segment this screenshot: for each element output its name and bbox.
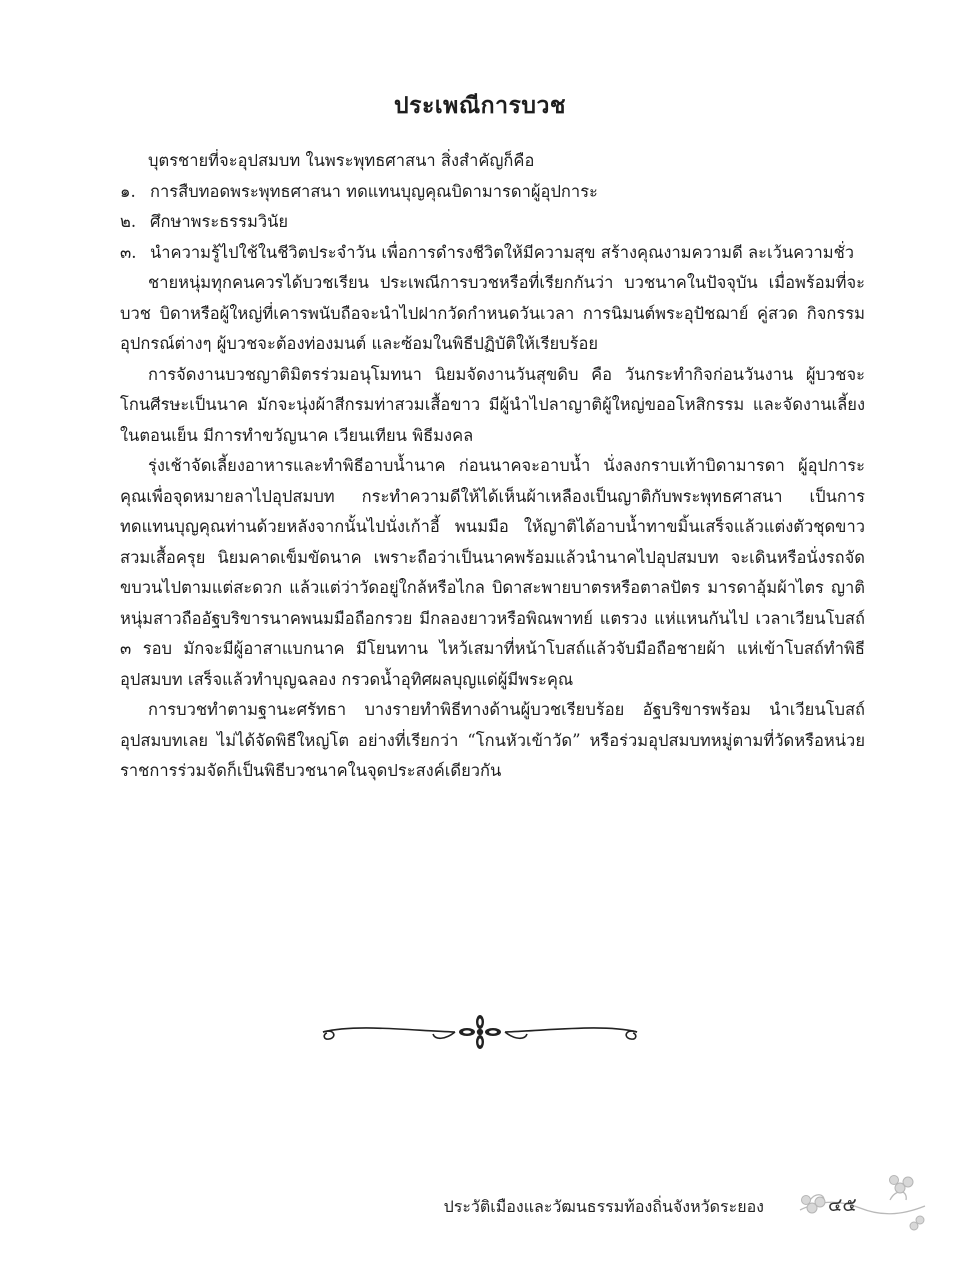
list-item-text: นำความรู้ไปใช้ในชีวิตประจำวัน เพื่อการดำรงชีวิตให้มีความสุข สร้างคุณงามความดี ละเว้นความชั่ว [150, 242, 855, 262]
list-item [120, 207, 865, 238]
list-item-number: ๒. [120, 212, 137, 231]
body-paragraph: การจัดงานบวชญาติมิตรร่วมอนุโมทนา นิยมจัดงานวันสุขดิบ คือ วันกระทำกิจก่อนวันงาน ผู้บวชจะโกนศีรษะเป็นนาค มักจะนุ่งผ้าสีกรมท่าสวมเสื้อขาว มีผู้นำไปลาญาติผู้ใหญ่ขออโหสิกรรม และจัดงานเลี้ยงในตอนเย็น มีการทำขวัญนาค เวียนเทียน พิธีมงคล [120, 364, 865, 445]
body-paragraph: รุ่งเช้าจัดเลี้ยงอาหารและทำพิธีอาบน้ำนาค ก่อนนาคจะอาบน้ำ นั่งลงกราบเท้าบิดามารดา ผู้อุปการะคุณเพื่อจุดหมายลาไปอุปสมบท กระทำความดีให้ได้เห็นผ้าเหลืองเป็นญาติกับพระพุทธศาสนา เป็นการทดแทนบุญคุณท่านด้วยหลังจากนั้นไปนั่งเก้าอี้ พนมมือ ให้ญาติได้อาบน้ำทาขมิ้นเสร็จแล้วแต่งตัวชุดขาวสวมเสื้อครุย นิยมคาดเข็มขัดนาค เพราะถือว่าเป็นนาคพร้อมแล้วนำนาคไปอุปสมบท จะเดินหรือนั่งรถจัดขบวนไปตามแต่สะดวก แล้วแต่ว่าวัดอยู่ใกล้หรือไกล บิดาสะพายบาตรหรือตาลปัตร มารดาอุ้มผ้าไตร ญาติหนุ่มสาวถืออัฐบริขารนาคพนมมือถือกรวย มีกลองยาวหรือพิณพาทย์ แตรวง แห่แหนกันไป เวลาเวียนโบสถ์ ๓ รอบ มักจะมีผู้อาสาแบกนาค มีโยนทาน ไหว้เสมาที่หน้าโบสถ์แล้วจับมือถือชายผ้า แห่เข้าโบสถ์ทำพิธีอุปสมบท เสร็จแล้วทำบุญฉลอง กรวดน้ำอุทิศผลบุญแด่ผู้มีพระคุณ [120, 456, 865, 689]
page-number: ๔๕ [828, 1194, 857, 1216]
intro-paragraph: บุตรชายที่จะอุปสมบท ในพระพุทธศาสนา สิ่งสำคัญก็คือ [148, 151, 535, 170]
page-title: ประเพณีการบวช [394, 92, 566, 119]
list-item [120, 177, 865, 208]
footer-book-title: ประวัติเมืองและวัฒนธรรมท้องถิ่นจังหวัดระยอง [443, 1197, 764, 1216]
list-item-text: ศึกษาพระธรรมวินัย [150, 212, 289, 231]
list-item-number: ๓. [120, 242, 137, 262]
importance-list [120, 177, 865, 269]
ornamental-divider-icon [315, 1012, 645, 1052]
floral-corner-icon [790, 1170, 930, 1240]
body-paragraph: การบวชทำตามฐานะศรัทธา บางรายทำพิธีทางด้านผู้บวชเรียบร้อย อัฐบริขารพร้อม นำเวียนโบสถ์อุปสมบทเลย ไม่ได้จัดพิธีใหญ่โต อย่างที่เรียกว่า “โกนหัวเข้าวัด” หรือร่วมอุปสมบทหมู่ตามที่วัดหรือหน่วยราชการร่วมจัดก็เป็นพิธีบวชนาคในจุดประสงค์เดียวกัน [120, 700, 865, 780]
body-paragraph: ชายหนุ่มทุกคนควรได้บวชเรียน ประเพณีการบวชหรือที่เรียกกันว่า บวชนาคในปัจจุบัน เมื่อพร้อมที่จะบวช บิดาหรือผู้ใหญ่ที่เคารพนับถือจะนำไปฝากวัดกำหนดวันเวลา การนิมนต์พระอุปัชฌาย์ คู่สวด กิจกรรม อุปกรณ์ต่างๆ ผู้บวชจะต้องท่องมนต์ และซ้อมในพิธีปฏิบัติให้เรียบร้อย [120, 273, 865, 353]
list-item [120, 238, 865, 269]
list-item-text: การสืบทอดพระพุทธศาสนา ทดแทนบุญคุณบิดามารดาผู้อุปการะ [150, 181, 598, 201]
body-text [120, 146, 865, 787]
list-item-number: ๑. [120, 181, 136, 201]
